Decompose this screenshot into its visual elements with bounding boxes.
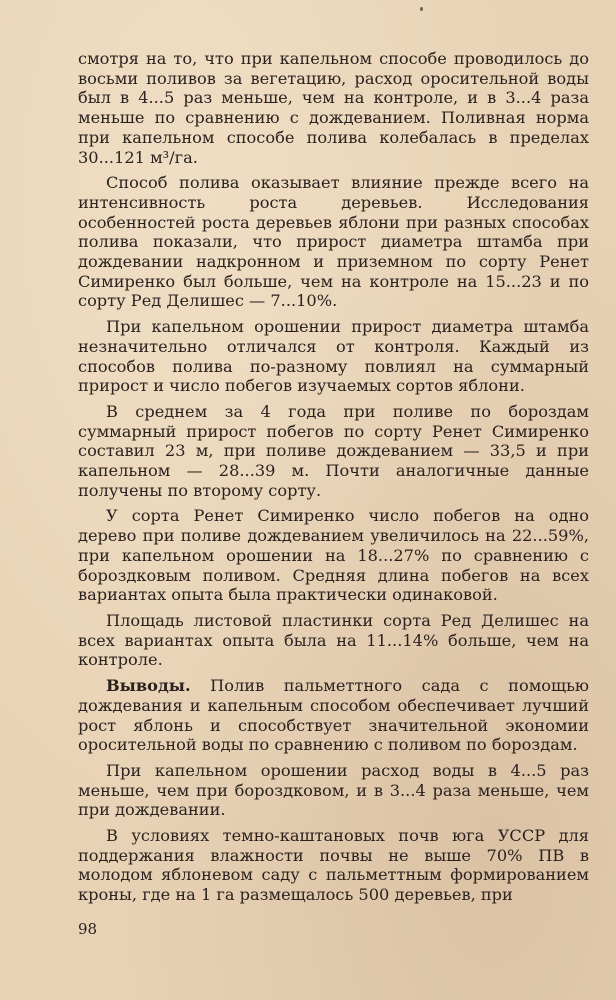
conclusions-paragraph [78, 676, 589, 755]
paragraph-4: В среднем за 4 года при поливе по бороздам суммарный прирост побегов по сорту Ренет Симиренко составил 23 м, при поливе дождеванием — 33,5 и при капельном — 28...39 м. Почти аналогичные данные получены по второму сорту. [78, 401, 589, 500]
print-speck [420, 7, 423, 11]
body-text [78, 49, 589, 911]
paragraph-7: При капельном орошении расход воды в 4...5 раз меньше, чем при бороздковом, и в 3...4 раза меньше, чем при дождевании. [78, 760, 589, 820]
paragraph-2: Способ полива оказывает влияние прежде всего на интенсивность роста деревьев. Исследования особенностей роста деревьев яблони при разных способах полива показали, что прирост диаметра штамба при дождевании надкронном и приземном по сорту Ренет Симиренко был больше, чем на контроле на 15...23 и по сорту Ред Делишес — 7...10%. [78, 173, 589, 311]
paragraph-8: В условиях темно-каштановых почв юга УССР для поддержания влажности почвы не выше 70% ПВ в молодом яблоневом саду с пальметтным формированием кроны, где на 1 га размещалось 500 деревьев, при [78, 826, 589, 905]
conclusions-heading: Выводы. [106, 676, 191, 696]
paragraph-6: Площадь листовой пластинки сорта Ред Делишес на всех вариантах опыта была на 11...14% больше, чем на контроле. [78, 610, 589, 670]
page-number: 98 [78, 920, 98, 938]
paragraph-1: смотря на то, что при капельном способе проводилось до восьми поливов за вегетацию, расход оросительной воды был в 4...5 раз меньше, чем на контроле, и в 3...4 раза меньше по сравнению с дождеванием. Поливная норма при капельном способе полива колебалась в пределах 30...121 м³/га. [78, 49, 589, 167]
paragraph-5: У сорта Ренет Симиренко число побегов на одно дерево при поливе дождеванием увеличилось на 22...59%, при капельном орошении на 18...27% по сравнению с бороздковым поливом. Средняя длина побегов на всех вариантах опыта была практически одинаковой. [78, 506, 589, 605]
paragraph-3: При капельном орошении прирост диаметра штамба незначительно отличался от контроля. Каждый из способов полива по-разному повлиял на суммарный прирост и число побегов изучаемых сортов яблони. [78, 317, 589, 396]
conclusions-text: Полив пальметтного сада с помощью дождевания и капельным способом обеспечивает лучший рост яблонь и способствует значительной экономии оросительной воды по сравнению с поливом по бороздам. [78, 676, 589, 755]
